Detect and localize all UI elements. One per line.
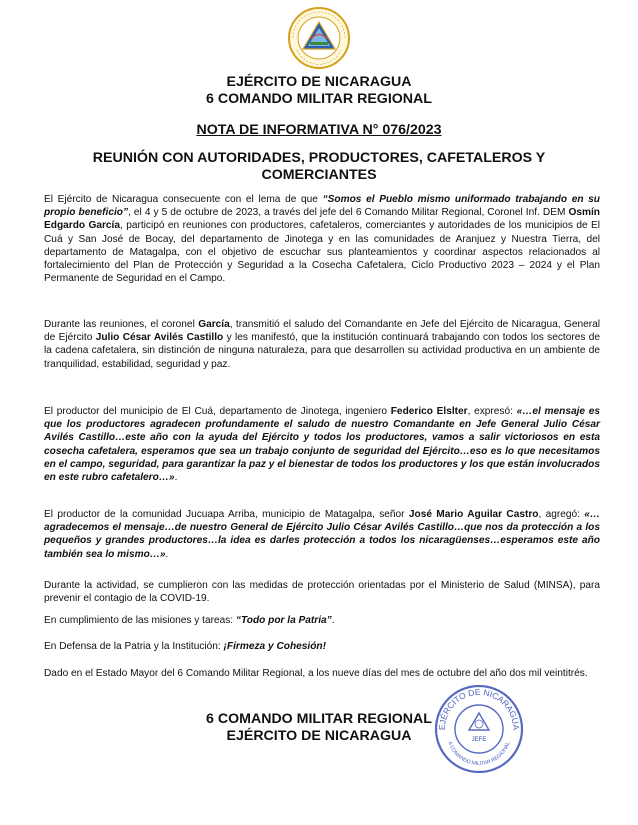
national-seal-icon: [284, 6, 354, 70]
official-stamp-icon: [431, 683, 527, 773]
producer-quote: «…agradecemos el mensaje…de nuestro General de Ejército Julio César Avilés Castillo…que nos da protección a los pequeños y grandes productores…la idea es darles protección a todos los nicaragüenses…esperamos este año también sea lo mismo…»: [44, 509, 601, 560]
note-number: NOTA DE INFORMATIVA N° 076/2023: [196, 122, 442, 138]
paragraph-health-measures: Durante la actividad, se cumplieron con las medidas de protección orientadas por el Ministerio de Salud (MINSA), para prevenir el contagio de la COVID-19.: [44, 580, 600, 605]
paragraph-defense: En Defensa de la Patria y la Institución: ¡Firmeza y Cohesión!: [44, 641, 326, 652]
colonel-name: Osmín Edgardo García: [44, 207, 600, 232]
paragraph-producer-aguilar: El productor de la comunidad Jucuapa Arriba, municipio de Matagalpa, señor José Mario Aguilar Castro, agregó: «…agradecemos el mensaje…de nuestro General de Ejército Julio César Avilés Castillo…que nos da protección a los pequeños y grandes productores…la idea es darles protección a todos los nicaragüenses…esperamos este año también sea lo mismo…».: [44, 509, 601, 560]
regional-command-name: 6 COMANDO MILITAR REGIONAL: [206, 91, 432, 107]
svg-text:6 COMANDO MILITAR REGIONAL: 6 COMANDO MILITAR REGIONAL: [446, 741, 512, 768]
signature-institution: EJÉRCITO DE NICARAGUA: [226, 728, 412, 744]
document-title: REUNIÓN CON AUTORIDADES, PRODUCTORES, CAFETALEROS Y COMERCIANTES: [92, 150, 546, 183]
signature-command: 6 COMANDO MILITAR REGIONAL: [206, 711, 432, 727]
svg-text:JEFE: JEFE: [471, 737, 487, 743]
institution-name: EJÉRCITO DE NICARAGUA: [226, 74, 412, 90]
producer-quote: «…el mensaje es que los productores agradecen profundamente el saludo de nuestro Comandante en Jefe General Julio César Avilés Castillo…este año con la ayuda del Ejército y todos los productores, vamos a salir victoriosos en esta cosecha cafetalera, esperamos que sea un trabajo conjunto de seguridad del Ejército…eso es lo que necesitamos en el campo, seguridad, para garantizar la paz y el bienestar de todos los productores y los que están involucrados en este rubro cafetalero…»: [44, 406, 600, 484]
paragraph-intro: El Ejército de Nicaragua consecuente con el lema de que “Somos el Pueblo mismo uniformado trabajando en su propio beneficio”, el 4 y 5 de octubre de 2023, a través del jefe del 6 Comando Militar Regional, Coronel Inf. DEM Osmín Edgardo García, participó en reuniones con productores, cafetaleros, comerciantes y autoridades de los municipios de El Cuá y San José de Bocay, del departamento de Jinotega y en las comunidades de Aranjuez y Nuestra Tierra, del departamento de Matagalpa, con el objetivo de escuchar sus planteamientos y coordinar aspectos relacionados al fortalecimiento del Plan de Protección y Seguridad a la Cosecha Cafetalera, Ciclo Productivo 2023 – 2024 y el Plan Permanente de Seguridad en el Campo.: [44, 194, 600, 285]
general-name: Julio César Avilés Castillo: [95, 332, 224, 344]
paragraph-greeting: Durante las reuniones, el coronel García, transmitió el saludo del Comandante en Jefe del Ejército de Nicaragua, General de Ejército Julio César Avilés Castillo y les manifestó, que la institución continuará trabajando con todos los sectores de la cadena cafetalera, sin distinción de ninguna naturaleza, para que desarrollen su actividad productiva en un ambiente de tranquilidad, estabilidad, seguridad y paz.: [44, 319, 601, 370]
motto-quote: “Somos el Pueblo mismo uniformado trabajando en su propio beneficio”: [44, 194, 600, 219]
paragraph-mission: En cumplimiento de las misiones y tareas: “Todo por la Patria”.: [44, 615, 335, 626]
paragraph-closing: Dado en el Estado Mayor del 6 Comando Militar Regional, a los nueve días del mes de octubre del año dos mil veintitrés.: [44, 668, 588, 679]
svg-text:EJÉRCITO DE NICARAGUA: EJÉRCITO DE NICARAGUA: [436, 686, 522, 731]
paragraph-producer-elslter: El productor del municipio de El Cuá, departamento de Jinotega, ingeniero Federico Elslter, expresó: «…el mensaje es que los productores agradecen profundamente el saludo de nuestro Comandante en Jefe General Julio César Avilés Castillo…este año con la ayuda del Ejército y todos los productores, vamos a salir victoriosos en esta cosecha cafetalera, esperamos que sea un trabajo conjunto de seguridad del Ejército…eso es lo que necesitamos en el campo, seguridad, para garantizar la paz y el bienestar de todos los productores y los que están involucrados en este rubro cafetalero…».: [44, 406, 600, 484]
